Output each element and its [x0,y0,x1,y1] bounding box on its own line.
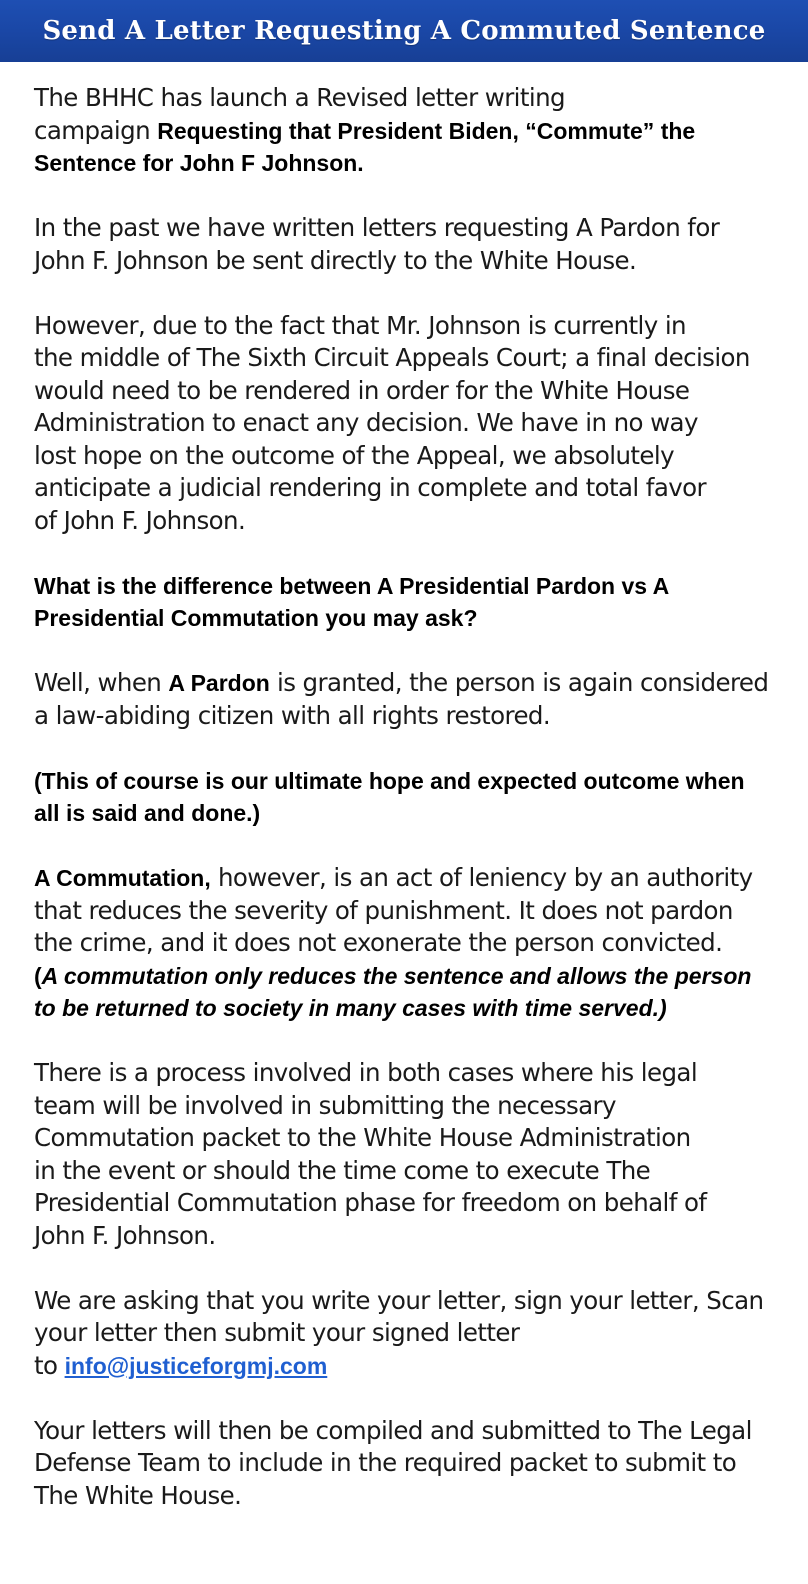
intro-line-1: The BHHC has launch a Revised letter writing [34,83,565,112]
pardon-line-1-prefix: Well, when [34,668,169,697]
page-header [0,0,808,62]
commutation-note-italic-1: A commutation only reduces the sentence and allows the person [41,962,752,989]
commutation-line-2: that reduces the severity of punishment. It does not pardon [34,895,733,925]
however-line-4: Administration to enact any decision. We have in no way [34,408,698,437]
commutation-paragraph [34,862,778,1025]
spacer [34,537,778,570]
commutation-term-bold: A Commutation, [34,865,211,891]
process-line-1: There is a process involved in both cases where his legal [34,1058,698,1087]
past-paragraph [34,212,778,277]
hope-line-1: (This of course is our ultimate hope and expected outcome when [34,767,745,794]
asking-line-2: your letter then submit your signed letter [34,1318,520,1347]
however-line-6: anticipate a judicial rendering in complete and total favor [34,473,706,502]
question-heading [34,570,778,635]
compiled-line-1: Your letters will then be compiled and submitted to The Legal [34,1415,752,1445]
process-line-2: team will be involved in submitting the necessary [34,1090,616,1120]
open-paren: ( [34,962,42,989]
however-line-7: of John F. Johnson. [34,505,246,535]
however-line-1: However, due to the fact that Mr. Johnson is currently in [34,310,686,340]
past-line-1: In the past we have written letters requesting A Pardon for [34,213,720,242]
pardon-paragraph [34,667,778,732]
process-line-4: in the event or should the time come to execute The [34,1155,651,1185]
intro-line-2-prefix: campaign [34,115,158,145]
pardon-line-2: a law-abiding citizen with all rights restored. [34,700,551,730]
past-line-2: John F. Johnson be sent directly to the White House. [34,245,637,275]
however-line-2: the middle of The Sixth Circuit Appeals Court; a final decision [34,343,750,372]
commutation-line-3: the crime, and it does not exonerate the person convicted. [34,928,723,957]
pardon-term-bold: A Pardon [168,670,270,696]
intro-request-bold: Requesting that President Biden, “Commute” the [157,117,696,144]
however-line-5: lost hope on the outcome of the Appeal, we absolutely [34,440,674,470]
email-link[interactable]: info@justiceforgmj.com [64,1352,328,1379]
question-line-1: What is the difference between A Presidential Pardon vs A [34,572,670,599]
process-line-5: Presidential Commutation phase for freedom on behalf of [34,1188,707,1217]
intro-paragraph [34,82,778,180]
page-title: Send A Letter Requesting A Commuted Sentence [42,16,766,46]
asking-line-3 [34,1350,778,1383]
letter-body [0,62,808,1512]
commutation-line-4 [34,960,778,993]
spacer [34,1382,778,1415]
intro-line-2 [34,115,778,148]
commutation-line-1-suffix: however, is an act of leniency by an authority [210,863,753,892]
compiled-paragraph [34,1415,778,1513]
commutation-note-italic-2: to be returned to society in many cases with time served.) [34,995,667,1021]
pardon-line-1-suffix: is granted, the person is again considered [269,668,769,697]
hope-note [34,765,778,830]
asking-paragraph [34,1285,778,1383]
commutation-line-1 [34,862,778,895]
asking-line-3-prefix: to [34,1350,65,1380]
hope-line-2: all is said and done.) [34,800,261,826]
however-paragraph [34,310,778,538]
however-line-3: would need to be rendered in order for the White House [34,375,690,405]
question-line-2: Presidential Commutation you may ask? [34,605,478,631]
spacer [34,180,778,213]
pardon-line-1 [34,667,778,700]
spacer [34,1252,778,1285]
spacer [34,1025,778,1058]
spacer [34,635,778,668]
spacer [34,830,778,863]
spacer [34,732,778,765]
intro-line-3: Sentence for John F Johnson. [34,150,364,176]
process-line-6: John F. Johnson. [34,1220,216,1250]
asking-line-1: We are asking that you write your letter, sign your letter, Scan [34,1285,764,1315]
process-paragraph [34,1057,778,1252]
compiled-line-3: The White House. [34,1480,242,1510]
compiled-line-2: Defense Team to include in the required packet to submit to [34,1448,737,1477]
spacer [34,277,778,310]
process-line-3: Commutation packet to the White House Administration [34,1123,691,1152]
